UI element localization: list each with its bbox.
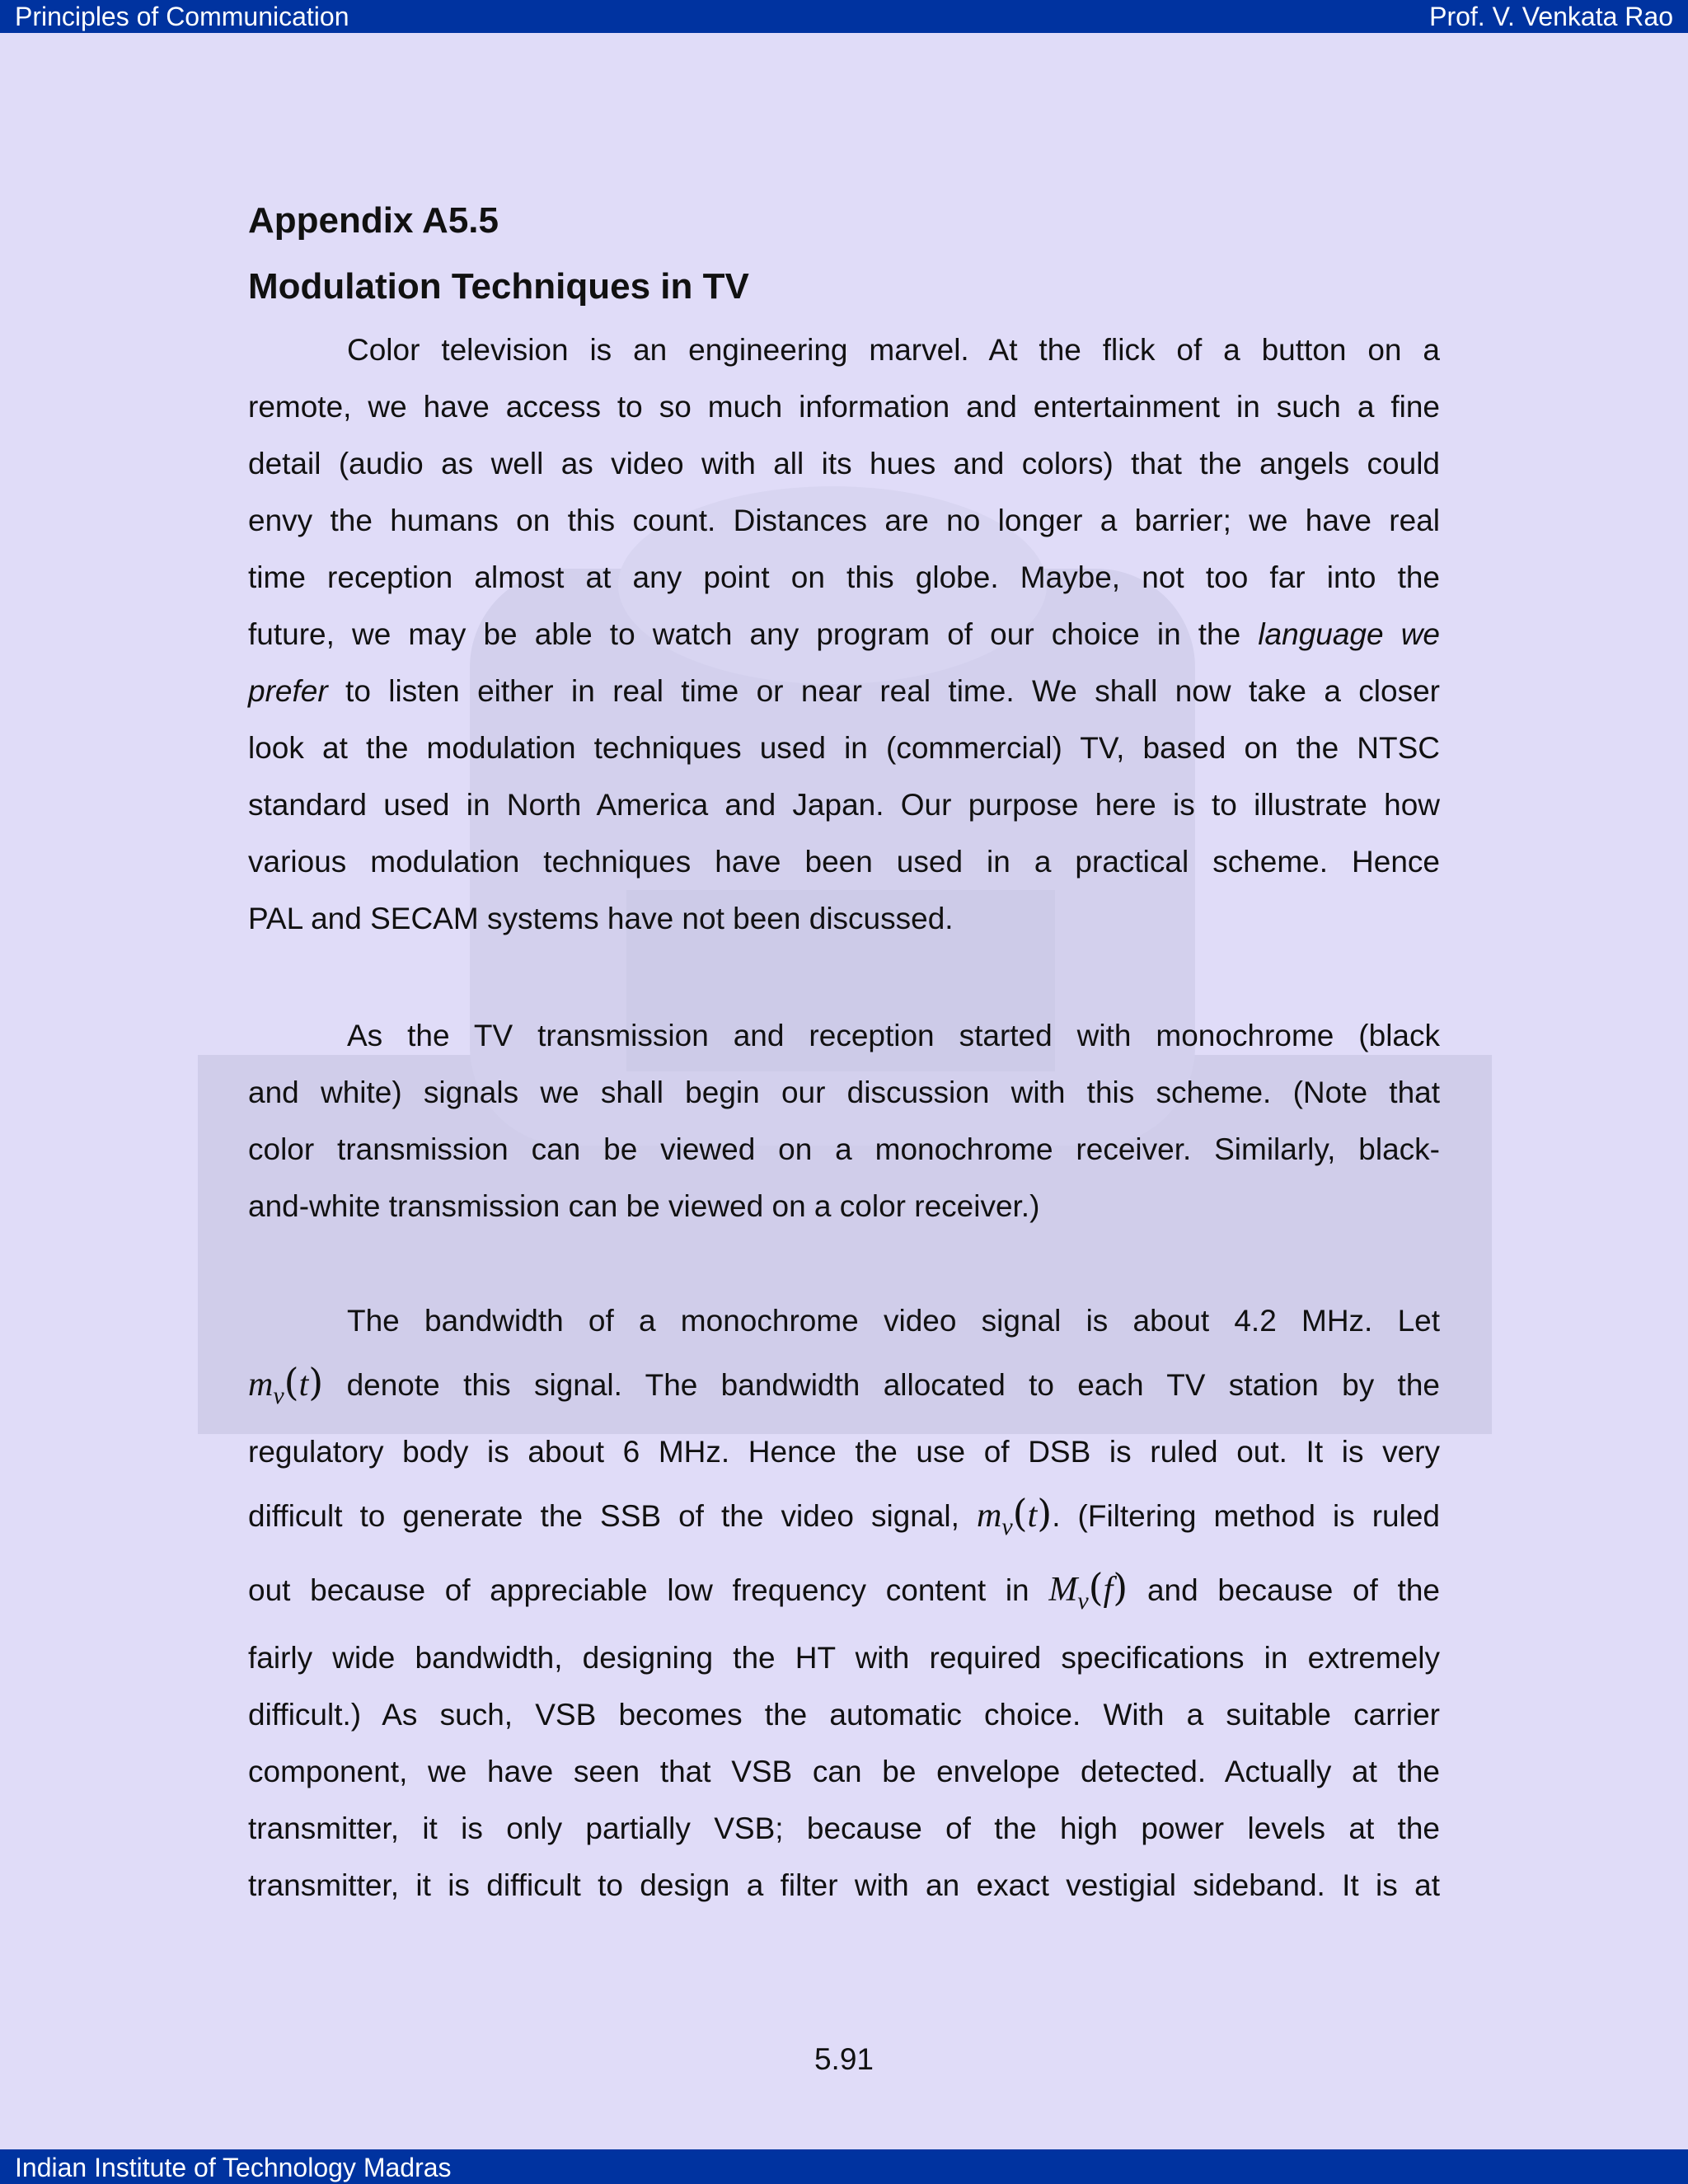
paragraph-line: various modulation techniques have been used in a practical scheme. Hence bbox=[248, 845, 1440, 879]
paragraph-line: The bandwidth of a monochrome video signal is about 4.2 MHz. Let bbox=[347, 1304, 1440, 1338]
paragraph-line: envy the humans on this count. Distances are no longer a barrier; we have real bbox=[248, 504, 1440, 537]
paragraph-line bbox=[248, 606, 1440, 663]
text-run: to listen either in real time or near real time. We shall now take a closer bbox=[327, 674, 1440, 708]
header-bar bbox=[0, 0, 1688, 33]
paragraph-line: transmitter, it is difficult to design a filter with an exact vestigial sideband. It is at bbox=[248, 1868, 1440, 1902]
italic-text: language we bbox=[1258, 617, 1441, 651]
paragraph-line: PAL and SECAM systems have not been discussed. bbox=[248, 902, 954, 935]
paragraph-line: Color television is an engineering marvel. At the flick of a button on a bbox=[347, 333, 1440, 367]
text-run: . (Filtering method is ruled bbox=[1052, 1499, 1440, 1533]
text-run: difficult to generate the SSB of the video signal, bbox=[248, 1499, 977, 1533]
paragraph-line: remote, we have access to so much information and entertainment in such a fine bbox=[248, 390, 1440, 424]
paragraph-line: color transmission can be viewed on a monochrome receiver. Similarly, black- bbox=[248, 1132, 1440, 1166]
paragraph-line bbox=[248, 663, 1440, 719]
footer-bar bbox=[0, 2149, 1688, 2184]
paragraph-line: and-white transmission can be viewed on a color receiver.) bbox=[248, 1189, 1040, 1223]
math-mv-t: $m_v(t)$ bbox=[248, 1360, 324, 1409]
text-run: out because of appreciable low frequency content in bbox=[248, 1573, 1049, 1607]
appendix-title: Appendix A5.5 bbox=[248, 200, 499, 241]
paragraph-line: standard used in North America and Japan. Our purpose here is to illustrate how bbox=[248, 788, 1440, 822]
institution-name: Indian Institute of Technology Madras bbox=[15, 2153, 452, 2182]
paragraph-line: As the TV transmission and reception started with monochrome (black bbox=[347, 1019, 1440, 1052]
paragraph-line: difficult.) As such, VSB becomes the automatic choice. With a suitable carrier bbox=[248, 1698, 1440, 1732]
paragraph-line: detail (audio as well as video with all its hues and colors) that the angels could bbox=[248, 447, 1440, 480]
paragraph-line: time reception almost at any point on this globe. Maybe, not too far into the bbox=[248, 560, 1440, 594]
section-title: Modulation Techniques in TV bbox=[248, 266, 749, 307]
paragraph-line: and white) signals we shall begin our discussion with this scheme. (Note that bbox=[248, 1076, 1440, 1109]
page-number: 5.91 bbox=[814, 2042, 874, 2076]
italic-text: prefer bbox=[248, 674, 328, 708]
paragraph-line: regulatory body is about 6 MHz. Hence the use of DSB is ruled out. It is very bbox=[248, 1435, 1440, 1469]
author-name: Prof. V. Venkata Rao bbox=[1429, 2, 1673, 31]
paragraph-line: fairly wide bandwidth, designing the HT with required specifications in extremely bbox=[248, 1641, 1440, 1675]
math-mv-t: $m_v(t)$ bbox=[976, 1491, 1053, 1540]
text-run: denote this signal. The bandwidth allocated to each TV station by the bbox=[323, 1368, 1440, 1402]
paragraph-line bbox=[248, 1354, 1440, 1424]
math-Mv-f: $M_v(f)$ bbox=[1048, 1565, 1128, 1615]
text-run: future, we may be able to watch any program of our choice in the bbox=[248, 617, 1259, 651]
text-run: and because of the bbox=[1128, 1573, 1440, 1607]
paragraph-line: component, we have seen that VSB can be envelope detected. Actually at the bbox=[248, 1755, 1440, 1788]
paragraph-line bbox=[248, 1485, 1440, 1555]
paragraph-line: transmitter, it is only partially VSB; because of the high power levels at the bbox=[248, 1811, 1440, 1845]
course-title: Principles of Communication bbox=[15, 2, 349, 31]
paragraph-line bbox=[248, 1559, 1440, 1629]
paragraph-line: look at the modulation techniques used in (commercial) TV, based on the NTSC bbox=[248, 731, 1440, 765]
